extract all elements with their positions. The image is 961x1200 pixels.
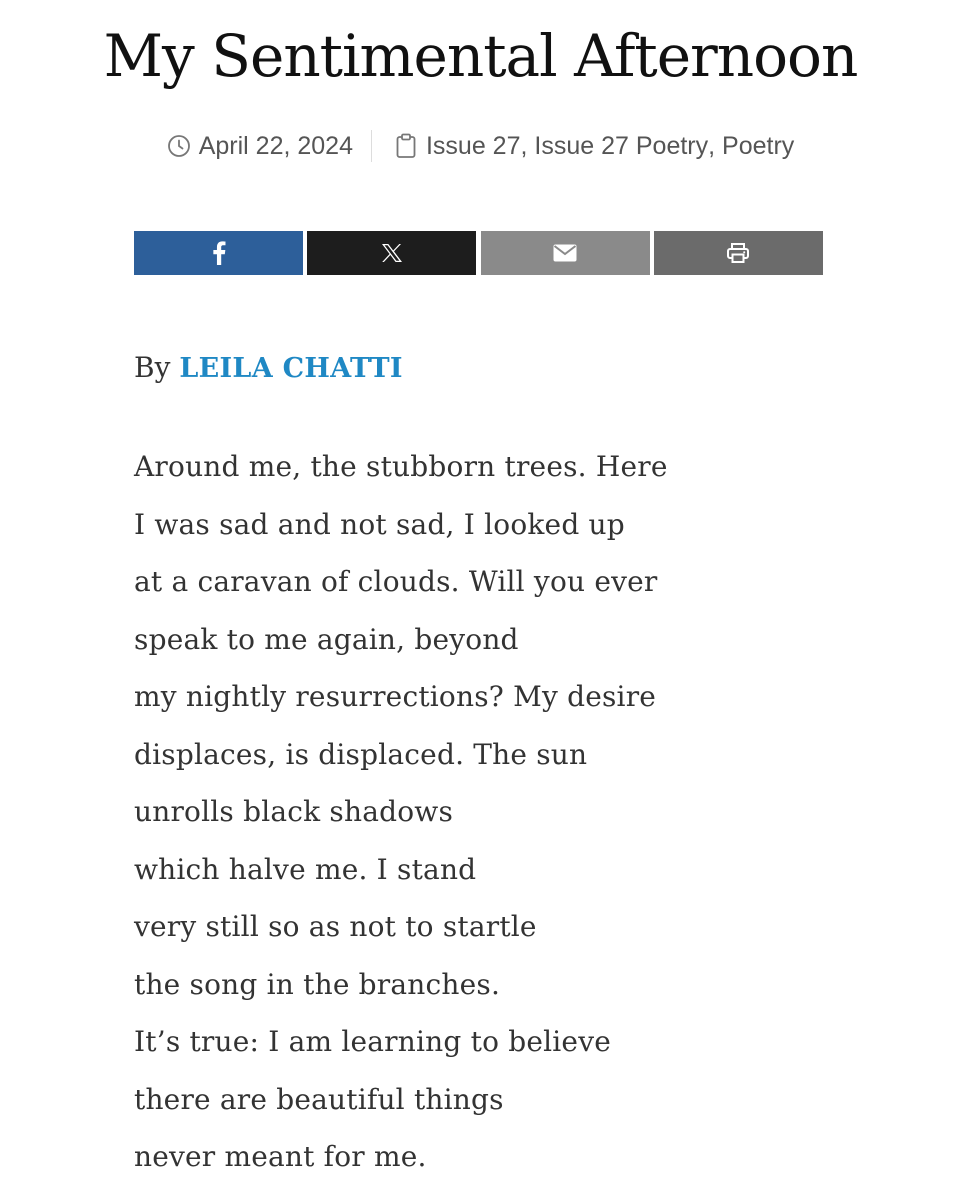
- x-icon: [381, 243, 403, 263]
- category-link-issue-27[interactable]: Issue 27: [425, 132, 521, 160]
- poem-line: never meant for me.: [134, 1140, 427, 1173]
- post-date: [167, 126, 353, 166]
- poem-line: speak to me again, beyond: [134, 622, 519, 656]
- category-separator: ,: [708, 132, 723, 160]
- post-meta: [0, 126, 961, 166]
- post-categories: [394, 126, 794, 166]
- poem-line: I was sad and not sad, I looked up: [134, 507, 625, 541]
- clock-icon: [167, 134, 191, 158]
- byline-prefix: By: [134, 351, 171, 384]
- poem-line: displaces, is displaced. The sun: [134, 737, 588, 771]
- category-separator: ,: [520, 132, 535, 160]
- poem-line: It’s true: I am learning to believe: [134, 1025, 611, 1058]
- poem-line: unrolls black shadows: [134, 795, 454, 828]
- poem-line: Around me, the stubborn trees. Here: [134, 450, 668, 483]
- poem-line: which halve me. I stand: [134, 852, 477, 886]
- share-print-button[interactable]: [654, 231, 823, 275]
- byline: [134, 346, 403, 391]
- printer-icon: [727, 243, 749, 263]
- share-bar: [134, 231, 823, 275]
- share-email-button[interactable]: [481, 231, 650, 275]
- share-x-button[interactable]: [307, 231, 476, 275]
- poem-line: the song in the branches.: [134, 967, 501, 1001]
- poem-body: [134, 438, 668, 1186]
- poem-line: very still so as not to startle: [134, 910, 537, 943]
- author-link[interactable]: LEILA CHATTI: [179, 353, 403, 384]
- clipboard-icon: [394, 133, 418, 159]
- category-link-issue-27-poetry[interactable]: Issue 27 Poetry: [534, 132, 709, 160]
- poem-line: there are beautiful things: [134, 1082, 504, 1116]
- meta-divider: [371, 130, 372, 162]
- poem-line: at a caravan of clouds. Will you ever: [134, 565, 658, 598]
- category-link-poetry[interactable]: Poetry: [722, 132, 795, 160]
- poem-line: my nightly resurrections? My desire: [134, 680, 657, 713]
- facebook-icon: [212, 241, 226, 265]
- share-facebook-button[interactable]: [134, 231, 303, 275]
- page-title: My Sentimental Afternoon: [103, 22, 858, 90]
- post-date-text: April 22, 2024: [198, 132, 353, 160]
- envelope-icon: [553, 244, 577, 262]
